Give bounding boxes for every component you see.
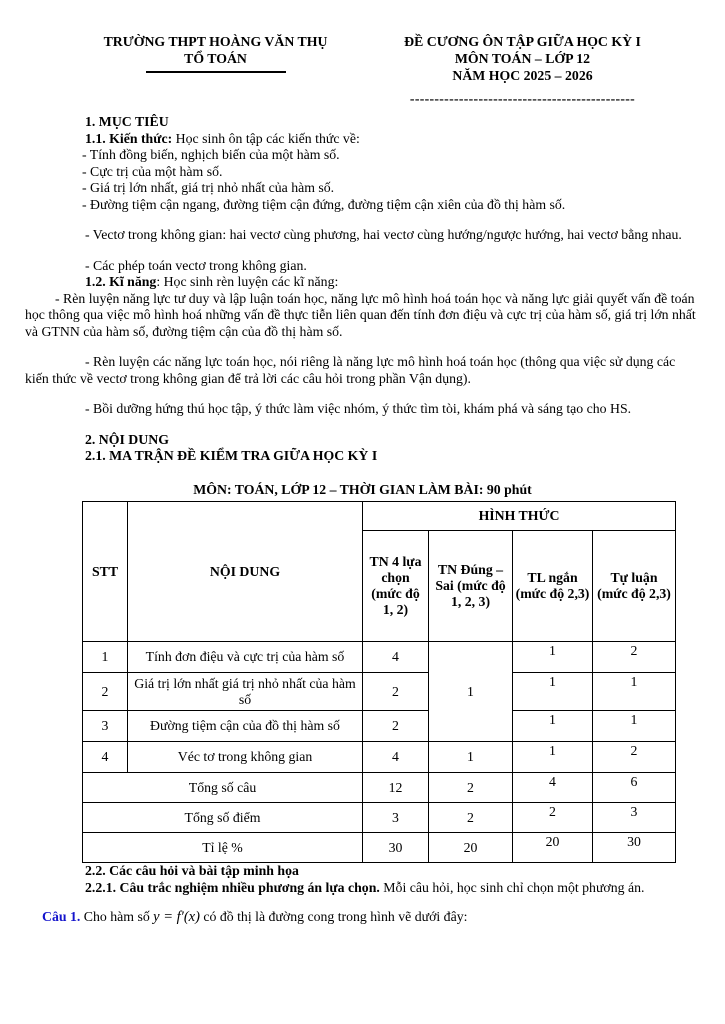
section221-text: Mỗi câu hỏi, học sinh chỉ chọn một phương án.: [379, 879, 645, 895]
header-underline: [146, 71, 286, 73]
matrix-table-caption: MÔN: TOÁN, LỚP 12 – THỜI GIAN LÀM BÀI: 90 phút: [193, 481, 532, 497]
col-header-tnds: TN Đúng – Sai (mức độ 1, 2, 3): [429, 531, 513, 642]
col-header-tn4: TN 4 lựa chọn (mức độ 1, 2): [363, 531, 429, 642]
question-1-math-expression: y = f′(x): [153, 909, 200, 925]
cell-stt: 2: [83, 673, 128, 711]
cell-tn4: 2: [363, 673, 429, 711]
section1-sub2-text: : Học sinh rèn luyện các kĩ năng:: [156, 274, 339, 289]
knowledge-item: - Cực trị của một hàm số.: [82, 163, 223, 179]
cell-tnds-merged: 1: [429, 642, 513, 742]
total-tl: 2: [513, 803, 593, 833]
total-tnds: 2: [429, 773, 513, 803]
total-tn4: 30: [363, 833, 429, 863]
total-tn4: 3: [363, 803, 429, 833]
total-label: Tổng số câu: [83, 773, 363, 803]
doc-title-line3: NĂM HỌC 2025 – 2026: [452, 68, 593, 83]
cell-tuluan: 1: [593, 711, 676, 742]
col-header-tl-ngan: TL ngắn (mức độ 2,3): [513, 531, 593, 642]
paragraph-ren-luyen-1: - Rèn luyện năng lực tư duy và lập luận toán học, năng lực mô hình hoá toán học và năng lực giải quyết vấn đề toán học thông qua việc mô hình hoá những vấn đề thực tiễn liên quan đến tính đơn điệu và cực trị của hàm số, giá trị lớn nhất và GTNN của hàm số, đường tiệm cận của đồ thị hàm số.: [25, 290, 696, 339]
knowledge-item: - Đường tiệm cận ngang, đường tiệm cận đứng, đường tiệm cận xiên của đồ thị hàm số.: [82, 196, 566, 212]
table-row-total-cau: [83, 773, 676, 803]
total-tnds: 20: [429, 833, 513, 863]
section1-sub2-label: 1.2. Kĩ năng: [85, 274, 157, 289]
cell-tnds: 1: [429, 742, 513, 773]
item-phep-toan: - Các phép toán vectơ trong không gian.: [85, 257, 307, 273]
question-1-pre: Cho hàm số: [80, 909, 154, 924]
table-row: [83, 642, 676, 673]
knowledge-item: - Giá trị lớn nhất, giá trị nhỏ nhất của hàm số.: [82, 180, 335, 195]
question-1-label: Câu 1.: [42, 909, 81, 924]
section221-label: 2.2.1. Câu trắc nghiệm nhiều phương án lựa chọn.: [85, 879, 380, 895]
doc-title-line2: MÔN TOÁN – LỚP 12: [454, 51, 591, 66]
table-row: [83, 673, 676, 711]
paragraph-vector: - Vectơ trong không gian: hai vectơ cùng phương, hai vectơ cùng hướng/ngược hướng, hai vectơ bằng nhau.: [85, 227, 682, 242]
knowledge-item: - Tính đồng biến, nghịch biến của một hàm số.: [82, 147, 340, 162]
cell-tl: 1: [513, 711, 593, 742]
total-tl: 4: [513, 773, 593, 803]
section2-sub1: 2.1. MA TRẬN ĐỀ KIỂM TRA GIỮA HỌC KỲ I: [85, 448, 378, 463]
cell-tuluan: 2: [593, 742, 676, 773]
section221-line: [25, 880, 700, 897]
section22-heading: 2.2. Các câu hỏi và bài tập minh họa: [85, 863, 299, 878]
header-school-block: [88, 33, 343, 73]
cell-tl: 1: [513, 673, 593, 711]
total-label: Tổng số điểm: [83, 803, 363, 833]
total-tnds: 2: [429, 803, 513, 833]
cell-stt: 3: [83, 711, 128, 742]
cell-stt: 1: [83, 642, 128, 673]
col-header-noidung: NỘI DUNG: [128, 502, 363, 642]
total-label: Tỉ lệ %: [83, 833, 363, 863]
table-row-tile: [83, 833, 676, 863]
section1-heading: 1. MỤC TIÊU: [85, 114, 169, 129]
school-name: TRƯỜNG THPT HOÀNG VĂN THỤ: [103, 34, 328, 49]
section2-heading: 2. NỘI DUNG: [85, 431, 169, 447]
cell-tn4: 4: [363, 742, 429, 773]
section1-sub1-text: Học sinh ôn tập các kiến thức về:: [172, 130, 360, 146]
total-tuluan: 6: [593, 773, 676, 803]
cell-tl: 1: [513, 642, 593, 673]
cell-tn4: 2: [363, 711, 429, 742]
cell-tn4: 4: [363, 642, 429, 673]
total-tl: 20: [513, 833, 593, 863]
cell-tl: 1: [513, 742, 593, 773]
col-header-tu-luan: Tự luận (mức độ 2,3): [593, 531, 676, 642]
total-tuluan: 3: [593, 803, 676, 833]
paragraph-boi-duong: - Bồi dưỡng hứng thú học tập, ý thức làm việc nhóm, ý thức tìm tòi, khám phá và sáng tạo cho HS.: [85, 401, 632, 416]
col-header-stt: STT: [83, 502, 128, 642]
cell-noidung: Tính đơn điệu và cực trị của hàm số: [128, 642, 363, 673]
department-name: TỔ TOÁN: [184, 51, 247, 66]
header-title-block: [390, 33, 655, 107]
cell-noidung: Giá trị lớn nhất giá trị nhỏ nhất của hàm số: [128, 673, 363, 711]
cell-tuluan: 2: [593, 642, 676, 673]
cell-stt: 4: [83, 742, 128, 773]
question-1-line: [25, 909, 700, 926]
total-tuluan: 30: [593, 833, 676, 863]
header-dashed-rule: ----------------------------------------------: [409, 91, 636, 106]
section1-sub2: [25, 274, 700, 291]
doc-title-line1: ĐỀ CƯƠNG ÔN TẬP GIỮA HỌC KỲ I: [404, 34, 641, 49]
total-tn4: 12: [363, 773, 429, 803]
paragraph-ren-luyen-2: - Rèn luyện các năng lực toán học, nói riêng là năng lực mô hình hoá toán học (thông qua việc sử dụng các kiến thức về vectơ trong không gian để trả lời các câu hỏi trong phần Vận dụng).: [25, 354, 676, 386]
matrix-table: [82, 501, 676, 863]
cell-noidung: Véc tơ trong không gian: [128, 742, 363, 773]
document-body: [25, 114, 700, 926]
section1-sub1-label: 1.1. Kiến thức:: [85, 130, 173, 146]
table-row: [83, 742, 676, 773]
cell-noidung: Đường tiệm cận của đồ thị hàm số: [128, 711, 363, 742]
table-row-total-diem: [83, 803, 676, 833]
cell-tuluan: 1: [593, 673, 676, 711]
section1-sub1: [25, 131, 700, 148]
col-header-hinhthuc: HÌNH THỨC: [363, 502, 676, 531]
table-row: [83, 711, 676, 742]
question-1-post: có đồ thị là đường cong trong hình vẽ dưới đây:: [199, 909, 468, 924]
